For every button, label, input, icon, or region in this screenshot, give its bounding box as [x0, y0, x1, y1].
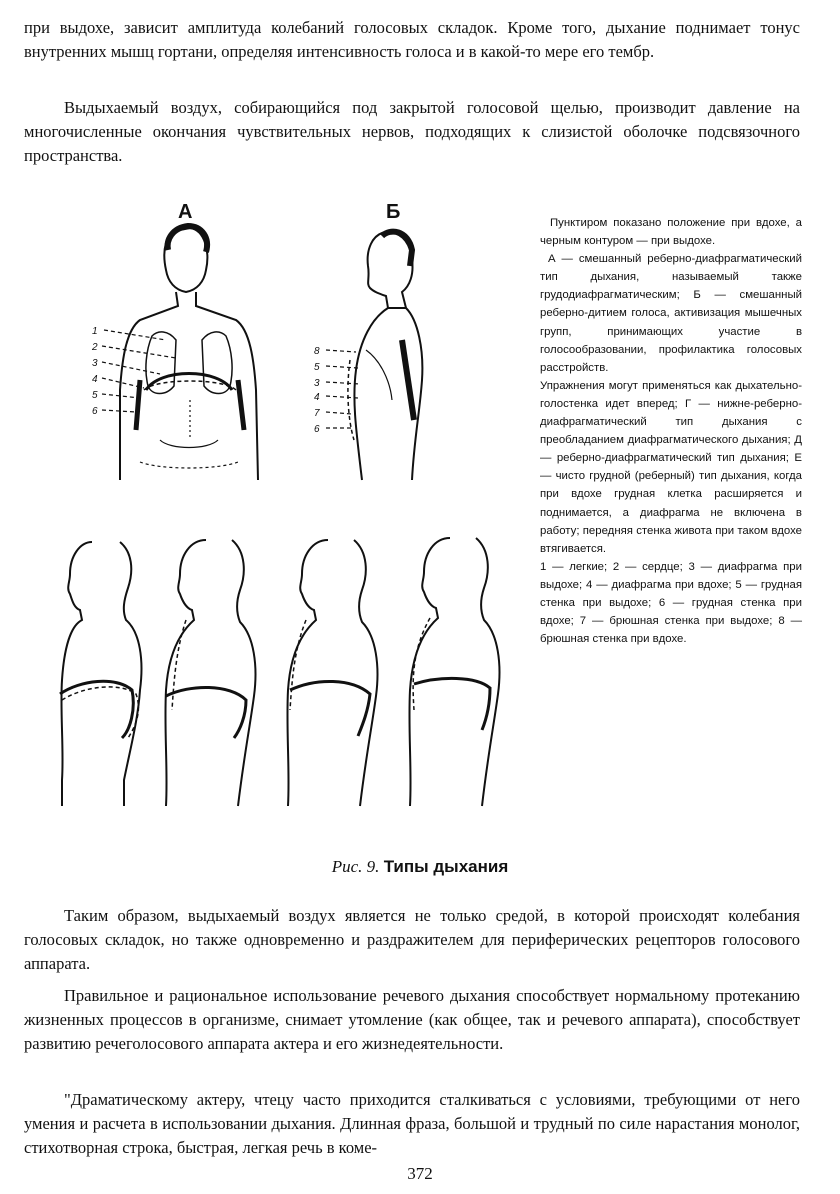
torso-side-illustration — [348, 232, 422, 480]
svg-text:5: 5 — [314, 362, 320, 373]
svg-text:7: 7 — [314, 408, 320, 419]
figure-title-number: Рис. 9. — [331, 857, 380, 876]
paragraph-5: "Драматическому актеру, чтецу часто приходится сталкиваться с условиями, требующими от него умения и расчета в использовании дыхания. Длинная фраза, большой и трудный по силе нарастания монолог, стихотворная строка, быстрая, легкая речь в коме- — [24, 1090, 800, 1157]
paragraph-2: Выдыхаемый воздух, собирающийся под закрытой голосовой щелью, производит давление на многочисленные окончания чувствительных нервов, подходящих к слизистой оболочке подсвязочного пространства. — [24, 98, 800, 165]
profile-silhouette-2 — [165, 540, 255, 806]
svg-text:2: 2 — [92, 342, 98, 353]
figure-caption — [540, 214, 802, 648]
torso-front-illustration — [120, 226, 258, 480]
figure-title — [0, 857, 840, 877]
paragraph-4: Правильное и рациональное использование речевого дыхания способствует нормальному протеканию жизненных процессов в организме, снимает утомление (как общее, так и речевого аппарата), способствует развитию речеголосового аппарата актера и его жизнедеятельности. — [24, 986, 800, 1053]
caption-paragraph-2: А — смешанный реберно-диафрагматический тип дыхания, называемый также грудодиафрагматическим; Б — смешанный реберно-дитием голоса, активизация мышечных групп, принимающих участие в голосообразовании, профилактика голосовых расстройств. — [540, 253, 802, 374]
svg-text:4: 4 — [314, 392, 320, 403]
svg-text:4: 4 — [92, 374, 98, 385]
caption-paragraph-4: 1 — легкие; 2 — сердце; 3 — диафрагма при выдохе; 4 — диафрагма при вдохе; 5 — грудная стенка при выдохе; 6 — грудная стенка при вдохе; 7 — брюшная стенка при выдохе; 8 — брюшная стенка при вдохе. — [540, 560, 802, 646]
svg-text:3: 3 — [314, 378, 320, 389]
figure-label-b: Б — [386, 201, 401, 223]
paragraph-1: при выдохе, зависит амплитуда колебаний голосовых складок. Кроме того, дыхание поднимает тонус внутренних мышц гортани, определяя интенсивность голоса и в какой-то мере его тембр. — [24, 18, 800, 61]
legend-numbers-a — [91, 326, 98, 417]
paragraph-3: Таким образом, выдыхаемый воздух является не только средой, в которой происходят колебания голосовых складок, но также одновременно и раздражителем для периферических рецепторов голосового аппарата. — [24, 906, 800, 973]
svg-text:1: 1 — [92, 326, 98, 337]
svg-text:6: 6 — [92, 406, 98, 417]
profile-silhouette-3 — [287, 540, 377, 806]
svg-text:8: 8 — [314, 346, 320, 357]
breathing-types-figure — [40, 190, 540, 830]
svg-text:5: 5 — [92, 390, 98, 401]
profile-silhouette-4 — [409, 538, 499, 806]
svg-text:3: 3 — [92, 358, 98, 369]
legend-numbers-b — [314, 346, 320, 435]
page-number: 372 — [407, 1164, 433, 1183]
profile-silhouette-1 — [60, 542, 141, 806]
caption-paragraph-1: Пунктиром показано положение при вдохе, а черным контуром — при выдохе. — [540, 217, 802, 248]
svg-text:6: 6 — [314, 424, 320, 435]
figure-title-name: Типы дыхания — [383, 857, 509, 876]
caption-paragraph-3: Упражнения могут применяться как дыхательно-голостенка идет вперед; Г — нижне-реберно-диафрагматический тип дыхания с преобладанием диафрагматического дыхания; Д — реберно-диафрагматический тип дыхания; Е — чисто грудной (реберный) тип дыхания, когда при вдохе грудная клетка расширяется и поднимается, а диафрагма не включена в работу; передняя стенка живота при таком вдохе втягивается. — [540, 379, 802, 555]
figure-label-a: А — [178, 201, 193, 223]
